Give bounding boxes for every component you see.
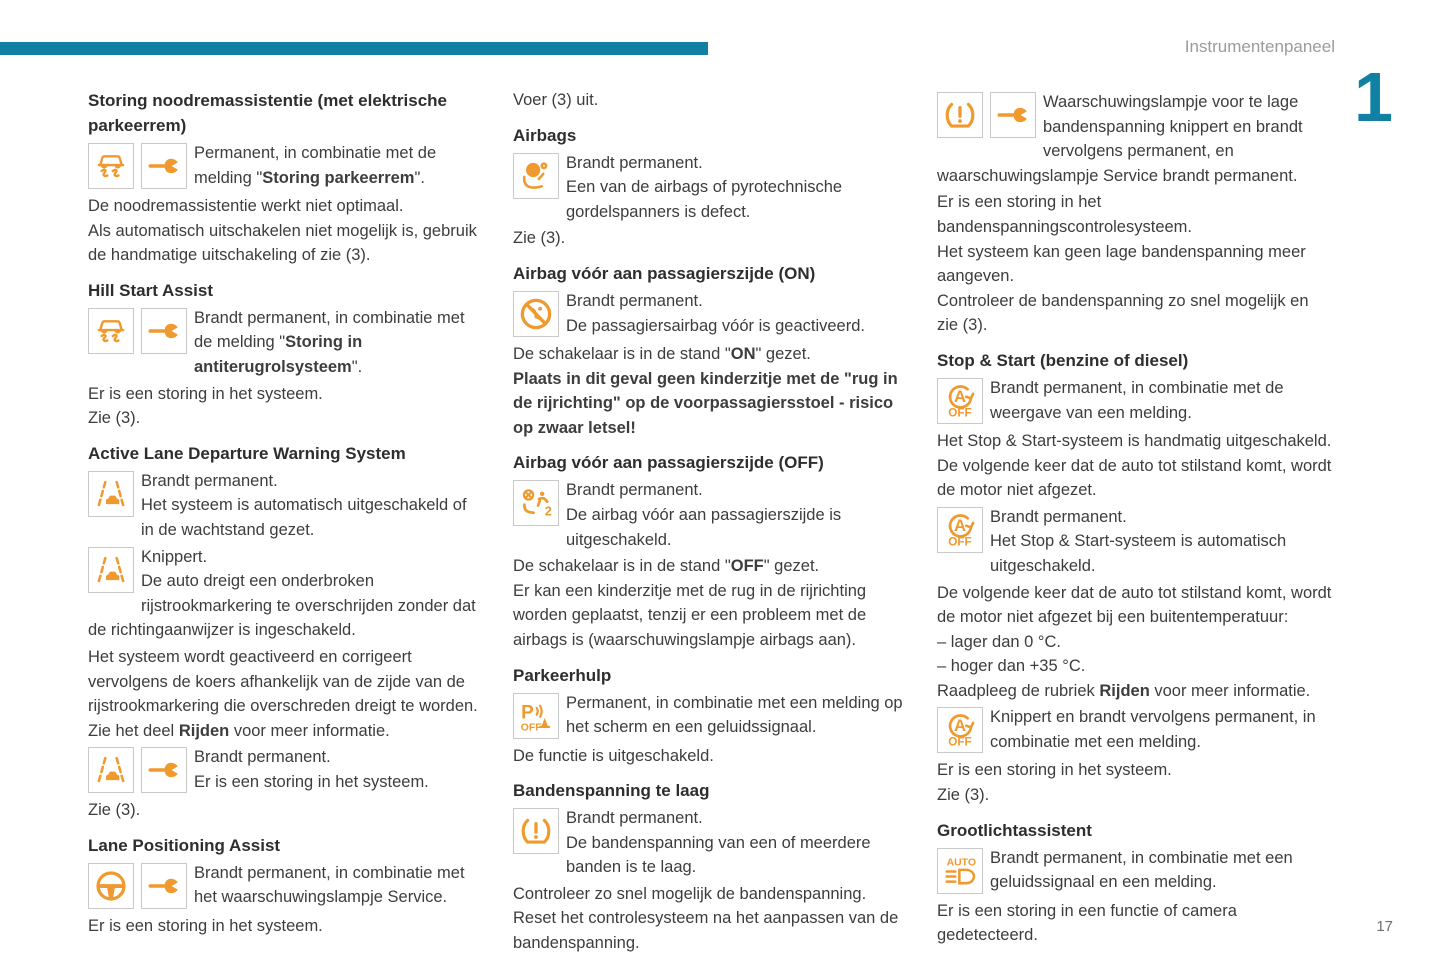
body-paragraph <box>88 382 483 407</box>
auto-high-beam-icon <box>937 848 983 894</box>
body-paragraph <box>937 240 1332 289</box>
body-paragraph <box>513 579 908 653</box>
body-paragraph <box>513 554 908 579</box>
indicator-row <box>88 469 483 543</box>
parking-sensor-off-icon <box>513 693 559 739</box>
text-run: ". <box>351 357 363 376</box>
body-paragraph <box>937 429 1332 454</box>
svg-text:OFF: OFF <box>948 735 972 749</box>
indicator-row <box>88 745 483 794</box>
body-paragraph <box>937 783 1332 808</box>
text-run: Zie (3). <box>937 786 990 805</box>
indicator-description <box>88 545 483 643</box>
body-paragraph <box>88 914 483 939</box>
text-run: Brandt permanent, in combinatie met de weergave van een melding. <box>990 378 1284 422</box>
text-run: Knippert. <box>141 547 208 566</box>
text-run: Zie (3). <box>513 229 566 248</box>
text-run: Het Stop & Start-systeem is automatisch uitgeschakeld. <box>990 532 1287 575</box>
body-paragraph <box>513 88 908 113</box>
stop-start-off-icon <box>937 507 983 553</box>
text-run: Er is een storing in het systeem. <box>194 772 429 791</box>
text-run: Brandt permanent, in combinatie met de melding " <box>194 308 465 352</box>
esp-car-icon <box>88 143 134 189</box>
indicator-row <box>937 376 1332 425</box>
section-heading: Airbag vóór aan passagierszijde (OFF) <box>513 453 824 473</box>
section-heading: Airbags <box>513 125 577 145</box>
text-run: Brandt permanent, in combinatie met een geluidssignaal en een melding. <box>990 848 1293 892</box>
body-paragraph <box>88 219 483 268</box>
text-run: Er kan een kinderzitje met de rug in de rijrichting worden geplaatst, tenzij er een probleem met de airbags is (waarschuwingslampje airbags aan). <box>513 581 867 649</box>
section-heading: Lane Positioning Assist <box>88 835 281 855</box>
section-heading: Airbag vóór aan passagierszijde (ON) <box>513 263 816 283</box>
wrench-icon <box>141 143 187 189</box>
text-run: Rijden <box>1099 681 1150 700</box>
text-run: De bandenspanning van een of meerdere banden is te laag. <box>566 833 871 877</box>
text-run: Rijden <box>178 721 230 740</box>
svg-text:A: A <box>954 716 966 736</box>
text-run: Brandt permanent. <box>141 471 278 490</box>
indicator-description <box>513 289 908 338</box>
body-paragraph <box>88 798 483 823</box>
airbag-on-icon <box>513 291 559 337</box>
text-run: De volgende keer dat de auto tot stilstand komt, wordt de motor niet afgezet bij een buitentemperatuur: <box>937 583 1332 627</box>
svg-text:OFF: OFF <box>520 721 542 733</box>
steering-wheel-icon <box>88 863 134 909</box>
indicator-row <box>513 151 908 225</box>
section-heading: Parkeerhulp <box>513 665 612 685</box>
indicator-description <box>513 691 908 740</box>
text-run: Waarschuwingslampje voor te lage bandenspanning knippert en brandt vervolgens permanent, en waarschuwingslampje Service brandt permanent. <box>937 93 1303 185</box>
page-number: 17 <box>1376 918 1393 935</box>
section-heading: Grootlichtassistent <box>937 820 1092 840</box>
body-paragraph <box>513 226 908 251</box>
indicator-description <box>937 505 1332 579</box>
text-run: Als automatisch uitschakelen niet mogelijk is, gebruik de handmatige uitschakeling of zie (3). <box>88 221 477 265</box>
esp-car-icon <box>88 308 134 354</box>
indicator-row <box>88 545 483 643</box>
wrench-icon <box>990 92 1036 138</box>
column-1 <box>88 88 483 938</box>
text-run: Zie (3). <box>88 409 141 428</box>
text-run: OFF <box>730 557 764 576</box>
text-run: Brandt permanent. <box>566 291 703 310</box>
text-run: ". <box>414 168 425 187</box>
body-paragraph <box>513 342 908 367</box>
section-heading: Hill Start Assist <box>88 280 214 300</box>
text-run: Raadpleeg de rubriek <box>937 681 1100 700</box>
text-run: Er is een storing in het bandenspanningscontrolesysteem. <box>937 193 1193 236</box>
body-paragraph <box>513 367 908 441</box>
lane-departure-icon <box>88 547 134 593</box>
section-heading: Bandenspanning te laag <box>513 781 710 801</box>
text-run: Controleer de bandenspanning zo snel mogelijk en zie (3). <box>937 291 1309 335</box>
text-run: Brandt permanent, in combinatie met het waarschuwingslampje Service. <box>194 863 465 907</box>
text-run: voor meer informatie. <box>1149 681 1311 700</box>
stop-start-off-icon <box>937 707 983 753</box>
body-paragraph <box>88 645 483 719</box>
wrench-icon <box>141 747 187 793</box>
text-run: De volgende keer dat de auto tot stilstand komt, wordt de motor niet afgezet. <box>937 456 1332 500</box>
text-run: Permanent, in combinatie met een melding op het scherm en een geluidssignaal. <box>566 693 903 737</box>
body-paragraph <box>937 289 1332 338</box>
text-run: De noodremassistentie werkt niet optimaal. <box>88 197 404 215</box>
indicator-row <box>88 861 483 910</box>
indicator-row <box>513 289 908 338</box>
indicator-row <box>937 90 1332 188</box>
chapter-number: 1 <box>1354 58 1391 136</box>
text-run: " gezet. <box>755 344 811 363</box>
text-run: De airbag vóór aan passagierszijde is uitgeschakeld. <box>566 505 842 549</box>
svg-text:OFF: OFF <box>948 535 972 549</box>
wrench-icon <box>141 308 187 354</box>
text-run: De schakelaar is in de stand " <box>513 344 731 363</box>
svg-text:A: A <box>954 386 966 406</box>
body-paragraph <box>937 581 1332 630</box>
body-paragraph <box>937 454 1332 503</box>
text-run: " gezet. <box>763 557 820 576</box>
indicator-row <box>88 141 483 190</box>
airbag-icon <box>513 153 559 199</box>
text-run: Brandt permanent. <box>990 507 1127 526</box>
lane-departure-icon <box>88 747 134 793</box>
text-run: Zie (3). <box>88 801 141 820</box>
section-heading: Storing noodremassistentie (met elektrische parkeerrem) <box>88 91 447 135</box>
airbag-off-icon <box>513 480 559 526</box>
lane-departure-icon <box>88 471 134 517</box>
text-run: ON <box>730 344 756 363</box>
text-run: De auto dreigt een onderbroken rijstrookmarkering te overschrijden zonder dat de richtingaanwijzer is ingeschakeld. <box>88 572 476 640</box>
body-paragraph <box>937 758 1332 783</box>
indicator-description <box>937 705 1332 754</box>
text-run: De passagiersairbag vóór is geactiveerd. <box>566 316 865 335</box>
text-run: Er is een storing in het systeem. <box>88 916 323 935</box>
text-run: – hoger dan +35 °C. <box>937 657 1086 676</box>
body-paragraph <box>513 744 908 769</box>
section-heading: Active Lane Departure Warning System <box>88 443 406 463</box>
column-2 <box>513 88 908 956</box>
indicator-row <box>513 478 908 552</box>
body-paragraph <box>513 906 908 955</box>
svg-text:OFF: OFF <box>948 406 972 420</box>
text-run: Zie het deel <box>88 721 179 740</box>
body-paragraph <box>937 899 1332 948</box>
page-header-title: Instrumentenpaneel <box>1184 37 1335 56</box>
column-3 <box>937 88 1332 948</box>
indicator-row <box>937 705 1332 754</box>
indicator-row <box>513 806 908 880</box>
svg-text:AUTO: AUTO <box>946 856 976 868</box>
body-paragraph <box>937 654 1332 679</box>
text-run: – lager dan 0 °C. <box>937 632 1062 651</box>
text-run: Er is een storing in een functie of camera gedetecteerd. <box>937 901 1237 945</box>
indicator-row <box>937 846 1332 895</box>
text-run: Storing parkeerrem <box>262 168 415 187</box>
text-run: Brandt permanent. <box>566 481 703 500</box>
indicator-description <box>88 469 483 543</box>
section-heading: Stop & Start (benzine of diesel) <box>937 350 1189 370</box>
body-paragraph <box>937 630 1332 655</box>
stop-start-off-icon <box>937 378 983 424</box>
body-paragraph <box>88 719 483 744</box>
text-run: Het systeem wordt geactiveerd en corrigeert vervolgens de koers afhankelijk van de zijde van de rijstrookmarkering die overschreden dreigt te worden. <box>88 647 478 716</box>
tire-pressure-icon <box>513 808 559 854</box>
body-paragraph <box>937 679 1332 704</box>
text-run: Controleer zo snel mogelijk de bandenspanning. <box>513 884 867 903</box>
text-run: Er is een storing in het systeem. <box>88 384 323 403</box>
text-run: Brandt permanent. <box>566 153 703 172</box>
text-run: Plaats in dit geval geen kinderzitje met de "rug in de rijrichting" op de voorpassagiersstoel - risico op zwaar letsel! <box>513 369 898 437</box>
text-run: Het systeem is automatisch uitgeschakeld of in de wachtstand gezet. <box>141 496 467 539</box>
indicator-row <box>937 505 1332 579</box>
indicator-description <box>937 376 1332 425</box>
indicator-row <box>513 691 908 740</box>
indicator-description <box>513 806 908 880</box>
indicator-description <box>513 151 908 225</box>
text-run: Knippert en brandt vervolgens permanent, in combinatie met een melding. <box>990 708 1316 752</box>
indicator-description <box>513 478 908 552</box>
body-paragraph <box>88 406 483 431</box>
text-run: De functie is uitgeschakeld. <box>513 746 714 765</box>
indicator-row <box>88 306 483 380</box>
indicator-description <box>937 846 1332 895</box>
body-paragraph <box>88 194 483 219</box>
svg-text:A: A <box>954 515 966 535</box>
text-run: Voer (3) uit. <box>513 91 599 109</box>
text-run: De schakelaar is in de stand " <box>513 557 731 576</box>
text-run: Storing in antiterugrolsysteem <box>194 333 363 376</box>
text-run: Het Stop & Start-systeem is handmatig uitgeschakeld. <box>937 431 1332 450</box>
body-paragraph <box>937 190 1332 239</box>
svg-text:P: P <box>521 702 534 724</box>
text-run: Brandt permanent. <box>194 748 331 767</box>
text-run: Brandt permanent. <box>566 809 703 828</box>
text-run: Het systeem kan geen lage bandenspanning meer aangeven. <box>937 242 1306 286</box>
text-run: voor meer informatie. <box>229 721 390 740</box>
wrench-icon <box>141 863 187 909</box>
text-run: Een van de airbags of pyrotechnische gordelspanners is defect. <box>566 178 843 221</box>
text-run: Reset het controlesysteem na het aanpassen van de bandenspanning. <box>513 909 899 953</box>
text-run: Er is een storing in het systeem. <box>937 761 1172 780</box>
tire-pressure-icon <box>937 92 983 138</box>
text-run: Permanent, in combinatie met de melding " <box>194 144 437 187</box>
svg-text:2: 2 <box>544 505 552 520</box>
chapter-accent-bar <box>0 42 708 55</box>
body-paragraph <box>513 882 908 907</box>
